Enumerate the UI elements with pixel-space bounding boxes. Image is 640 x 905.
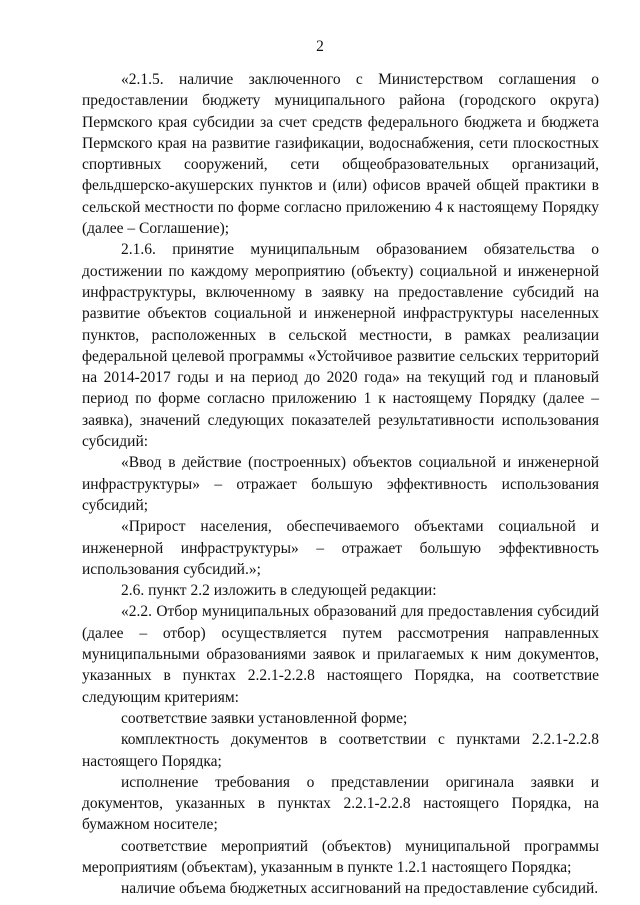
paragraph-2-6: 2.6. пункт 2.2 изложить в следующей редакции: bbox=[121, 582, 437, 600]
criterion-program-compliance: соответствие мероприятий (объектов) муниципальной программы мероприятиям (объектам), указанным в пункте 1.2.1 настоящего Порядка; bbox=[82, 837, 599, 876]
criterion-budget-allocations: наличие объема бюджетных ассигнований на предоставление субсидий. bbox=[121, 880, 599, 898]
paragraph-2-1-6: 2.1.6. принятие муниципальным образованием обязательства о достижении по каждому мероприятию (объекту) социальной и инженерной инфраструктуры, включенному в заявку на предоставление субсидий на развитие объектов социальной и инженерной инфраструктуры населенных пунктов, расположенных в сельской местности, в рамках реализации федеральной целевой программы «Устойчивое развитие сельских территорий на 2014-2017 годы и на период до 2020 года» на текущий год и плановый период по форме согласно приложению 1 к настоящему Порядку (далее – заявка), значений следующих показателей результативности использования субсидий: bbox=[82, 241, 599, 451]
criterion-completeness: комплектность документов в соответствии с пунктами 2.2.1-2.2.8 настоящего Порядка; bbox=[82, 731, 599, 770]
indicator-commissioning: «Ввод в действие (построенных) объектов социальной и инженерной инфраструктуры» – отражает большую эффективность использования субсидий; bbox=[82, 454, 599, 514]
document-body bbox=[82, 69, 599, 900]
criterion-form-compliance: соответствие заявки установленной форме; bbox=[121, 709, 408, 727]
paragraph-2-2-selection: «2.2. Отбор муниципальных образований для предоставления субсидий (далее – отбор) осуществляется путем рассмотрения направленных муниципальными образованиями заявок и прилагаемых к ним документов, указанных в пунктах 2.2.1-2.2.8 настоящего Порядка, на соответствие следующим критериям: bbox=[82, 603, 599, 706]
paragraph-2-1-5: «2.1.5. наличие заключенного с Министерством соглашения о предоставлении бюджету муниципального района (городского округа) Пермского края субсидии за счет средств федерального бюджета и бюджета Пермского края на развитие газификации, водоснабжения, сети плоскостных спортивных сооружений, сети общеобразовательных организаций, фельдшерско-акушерских пунктов и (или) офисов врачей общей практики в сельской местности по форме согласно приложению 4 к настоящему Порядку (далее – Соглашение); bbox=[82, 71, 599, 238]
page-number: 2 bbox=[316, 38, 324, 55]
criterion-originals: исполнение требования о представлении оригинала заявки и документов, указанных в пунктах 2.2.1-2.2.8 настоящего Порядка, на бумажном носителе; bbox=[82, 773, 599, 834]
indicator-population-growth: «Прирост населения, обеспечиваемого объектами социальной и инженерной инфраструктуры» – отражает большую эффективность использования субсидий.»; bbox=[82, 518, 599, 578]
